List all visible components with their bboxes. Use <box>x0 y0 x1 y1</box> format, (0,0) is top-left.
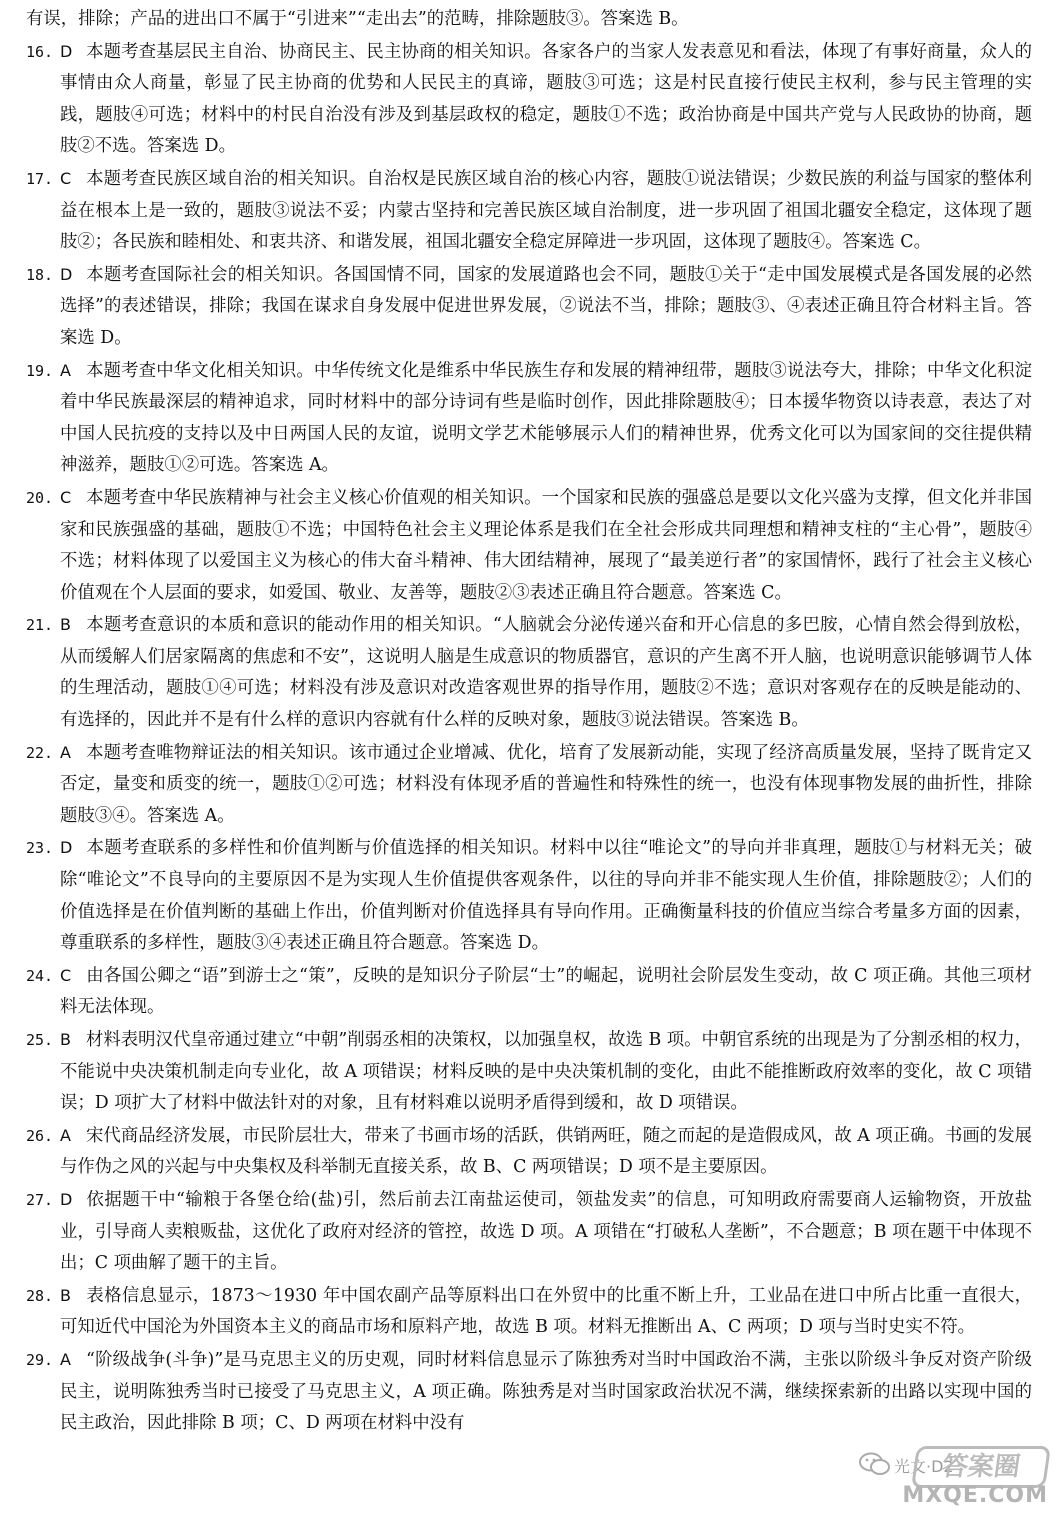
explanation-text: 依据题干中“输粮于各堡仓给(盐)引，然后前去江南盐运使司，领盐发卖”的信息，可知明政府需要商人运输物资，开放盐业，引导商人卖粮贩盐，这优化了政府对经济的管控，故选 D 项。A 项错在“打破私人垄断”，不合题意；B 项在题干中体现不出；C 项曲解了题干的主旨。 <box>60 1189 1032 1274</box>
question-number: 19. <box>26 361 54 380</box>
explanation-text: 由各国公卿之“语”到游士之“策”，反映的是知识分子阶层“士”的崛起，说明社会阶层发生变动，故 C 项正确。其他三项材料无法体现。 <box>60 965 1032 1018</box>
watermark-url: MXQE.COM <box>902 1483 1048 1508</box>
answer-item <box>26 482 1032 609</box>
answer-explanation-page <box>26 4 1032 1440</box>
answer-list <box>26 36 1032 1440</box>
answer-letter: A <box>60 1349 71 1369</box>
answer-body <box>26 1280 1032 1344</box>
explanation-text: 本题考查意识的本质和意识的能动作用的相关知识。“人脑就会分泌传递兴奋和开心信息的多巴胺，心情自然会得到放松，从而缓解人们居家隔离的焦虑和不安”，这说明人脑是生成意识的物质器官，意识的产生离不开人脑，也说明意识能够调节人体的生理活动，题肢①④可选；材料没有涉及意识对改造客观世界的指导作用，题肢②不选；意识对客观存在的反映是能动的、有选择的，因此并不是有什么样的意识内容就有什么样的反映对象，题肢③说法错误。答案选 B。 <box>60 615 1032 731</box>
answer-letter: A <box>60 360 71 380</box>
answer-body <box>26 832 1032 959</box>
answer-letter: C <box>60 168 72 188</box>
answer-item <box>26 36 1032 163</box>
explanation-text: 本题考查联系的多样性和价值判断与价值选择的相关知识。材料中以往“唯论文”的导向并非真理，题肢①与材料无关；破除“唯论文”不良导向的主要原因不是为实现人生价值提供客观条件，以往的导向并非不能实现人生价值，排除题肢②；人们的价值选择是在价值判断的基础上作出，价值判断对价值选择具有导向作用。正确衡量科技的价值应当综合考量多方面的因素，尊重联系的多样性，题肢③④表述正确且符合题意。答案选 D。 <box>60 838 1032 954</box>
answer-body <box>26 259 1032 355</box>
question-number: 25. <box>26 1031 54 1049</box>
answer-letter: D <box>60 838 73 858</box>
site-watermark <box>858 1446 1048 1508</box>
lead-line-text: 有误，排除；产品的进出口不属于“引进来”“走出去”的范畴，排除题肢③。答案选 B。 <box>26 9 689 29</box>
answer-item <box>26 609 1032 736</box>
lead-line <box>26 4 1032 36</box>
answer-letter: D <box>60 264 73 284</box>
explanation-text: 本题考查基层民主自治、协商民主、民主协商的相关知识。各家各户的当家人发表意见和看法，体现了有事好商量，众人的事情由众人商量，彰显了民主协商的优势和人民民主的真谛，题肢③可选；这是村民直接行使民主权利，参与民主管理的实践，题肢④可选；材料中的村民自治没有涉及到基层政权的稳定，题肢①不选；政治协商是中国共产党与人民政协的协商，题肢②不选。答案选 D。 <box>60 41 1032 157</box>
answer-body <box>26 482 1032 609</box>
answer-body <box>26 1024 1032 1120</box>
question-number: 27. <box>26 1190 54 1209</box>
question-number: 29. <box>26 1350 54 1369</box>
answer-body <box>26 1344 1032 1440</box>
footer-page-label: 光文·D2 <box>894 1457 954 1476</box>
answer-item <box>26 1024 1032 1120</box>
question-number: 20. <box>26 488 54 507</box>
answer-letter: D <box>60 1189 73 1209</box>
answer-letter: B <box>60 1030 71 1049</box>
answer-letter: B <box>60 615 71 635</box>
answer-body <box>26 36 1032 163</box>
answer-body <box>26 960 1032 1024</box>
watermark-logo: 答案圈 <box>911 1446 1051 1488</box>
question-number: 24. <box>26 966 54 985</box>
answer-item <box>26 960 1032 1024</box>
answer-letter: D <box>60 41 73 61</box>
question-number: 18. <box>26 265 54 284</box>
answer-item <box>26 1184 1032 1280</box>
wechat-icon <box>858 1452 892 1476</box>
explanation-text: 材料表明汉代皇帝通过建立“中朝”削弱丞相的决策权，以加强皇权，故选 B 项。中朝官系统的出现是为了分割丞相的权力，不能说中央决策机制走向专业化，故 A 项错误；材料反映的是中央决策机制的变化，由此不能推断政府效率的变化，故 C 项错误；D 项扩大了材料中做法针对的对象，且有材料难以说明矛盾得到缓和，故 D 项错误。 <box>60 1030 1032 1114</box>
explanation-text: 宋代商品经济发展，市民阶层壮大，带来了书画市场的活跃，供销两旺，随之而起的是造假成风，故 A 项正确。书画的发展与作伪之风的兴起与中央集权及科举制无直接关系，故 B、C 两项错误；D 项不是主要原因。 <box>60 1125 1032 1178</box>
answer-body <box>26 163 1032 259</box>
answer-letter: C <box>60 487 72 507</box>
explanation-text: 本题考查中华民族精神与社会主义核心价值观的相关知识。一个国家和民族的强盛总是要以文化兴盛为支撑，但文化并非国家和民族强盛的基础，题肢①不选；中国特色社会主义理论体系是我们在全社会形成共同理想和精神支柱的“主心骨”，题肢④不选；材料体现了以爱国主义为核心的伟大奋斗精神、伟大团结精神，展现了“最美逆行者”的家国情怀，践行了社会主义核心价值观在个人层面的要求，如爱国、敬业、友善等，题肢②③表述正确且符合题意。答案选 C。 <box>60 487 1032 603</box>
answer-item <box>26 1344 1032 1440</box>
answer-letter: A <box>60 1125 71 1145</box>
explanation-text: 本题考查民族区域自治的相关知识。自治权是民族区域自治的核心内容，题肢①说法错误；少数民族的利益与国家的整体利益在根本上是一致的，题肢③说法不妥；内蒙古坚持和完善民族区域自治制度，进一步巩固了祖国北疆安全稳定，这体现了题肢②；各民族和睦相处、和衷共济、和谐发展，祖国北疆安全稳定屏障进一步巩固，这体现了题肢④。答案选 C。 <box>60 168 1032 253</box>
answer-letter: C <box>60 965 72 985</box>
explanation-text: 本题考查唯物辩证法的相关知识。该市通过企业增减、优化，培育了发展新动能，实现了经济高质量发展，坚持了既肯定又否定，量变和质变的统一，题肢①②可选；材料没有体现矛盾的普遍性和特殊性的统一，也没有体现事物发展的曲折性，排除题肢③④。答案选 A。 <box>60 742 1032 826</box>
answer-body <box>26 737 1032 833</box>
question-number: 28. <box>26 1286 54 1305</box>
answer-item <box>26 355 1032 482</box>
answer-item <box>26 832 1032 959</box>
question-number: 16. <box>26 42 54 61</box>
answer-item <box>26 737 1032 833</box>
answer-item <box>26 163 1032 259</box>
answer-body <box>26 609 1032 736</box>
question-number: 22. <box>26 743 54 762</box>
answer-letter: B <box>60 1285 71 1305</box>
question-number: 21. <box>26 616 54 635</box>
explanation-text: 本题考查国际社会的相关知识。各国国情不同，国家的发展道路也会不同，题肢①关于“走中国发展模式是各国发展的必然选择”的表述错误，排除；我国在谋求自身发展中促进世界发展，②说法不当，排除；题肢③、④表述正确且符合材料主旨。答案选 D。 <box>60 264 1032 348</box>
answer-item <box>26 259 1032 355</box>
answer-item <box>26 1120 1032 1184</box>
question-number: 17. <box>26 169 54 188</box>
question-number: 23. <box>26 839 54 858</box>
explanation-text: “阶级战争(斗争)”是马克思主义的历史观，同时材料信息显示了陈独秀对当时中国政治不满，主张以阶级斗争反对资产阶级民主，说明陈独秀当时已接受了马克思主义，A 项正确。陈独秀是对当时国家政治状况不满，继续探索新的出路以实现中国的民主政治，因此排除 B 项；C、D 两项在材料中没有 <box>60 1349 1032 1434</box>
answer-item <box>26 1280 1032 1344</box>
question-number: 26. <box>26 1126 54 1145</box>
answer-body <box>26 1120 1032 1184</box>
explanation-text: 本题考查中华文化相关知识。中华传统文化是维系中华民族生存和发展的精神纽带，题肢③说法夸大，排除；中华文化积淀着中华民族最深层的精神追求，同时材料中的部分诗词有些是临时创作，因此排除题肢④；日本援华物资以诗表意，表达了对中国人民抗疫的支持以及中日两国人民的友谊，说明文学艺术能够展示人们的精神世界，优秀文化可以为国家间的交往提供精神滋养，题肢①②可选。答案选 A。 <box>60 360 1032 476</box>
answer-letter: A <box>60 742 71 762</box>
answer-body <box>26 1184 1032 1280</box>
answer-body <box>26 355 1032 482</box>
explanation-text: 表格信息显示，1873～1930 年中国农副产品等原料出口在外贸中的比重不断上升，工业品在进口中所占比重一直很大，可知近代中国沦为外国资本主义的商品市场和原料产地，故选 B 项。材料无推断出 A、C 两项；D 项与当时史实不符。 <box>60 1285 1032 1338</box>
